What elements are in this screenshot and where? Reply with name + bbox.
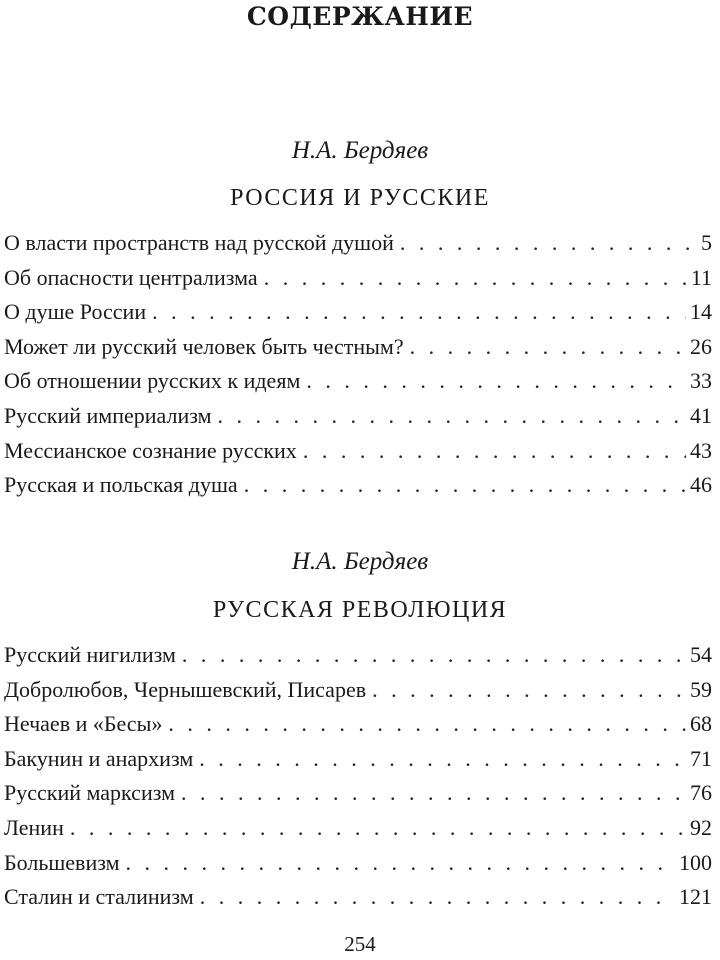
toc-entry-page: 26 <box>690 333 712 359</box>
toc-entry-page: 54 <box>690 642 712 667</box>
section-1-toc-list <box>4 230 712 507</box>
toc-entry-title: Нечаев и «Бесы» <box>4 711 163 737</box>
toc-leader-dots <box>264 265 687 291</box>
toc-entry-title: Мессианское сознание русских <box>4 437 297 463</box>
toc-entry-page: 11 <box>690 264 712 290</box>
page-number: 254 <box>344 932 376 956</box>
toc-entry-page: 92 <box>690 814 712 840</box>
toc-entry-title: Может ли русский человек быть честным? <box>4 333 404 359</box>
toc-entry[interactable] <box>4 403 712 438</box>
section-2-title: РУССКАЯ РЕВОЛЮЦИЯ <box>212 597 508 623</box>
toc-entry-page: 43 <box>690 437 712 463</box>
toc-entry-title: О душе России <box>4 299 147 325</box>
toc-entry[interactable] <box>4 299 712 334</box>
toc-entry-title: Об отношении русских к идеям <box>4 368 301 394</box>
toc-entry[interactable] <box>4 642 712 677</box>
toc-entry[interactable] <box>4 850 712 885</box>
toc-entry[interactable] <box>4 815 712 850</box>
toc-entry[interactable] <box>4 438 712 473</box>
toc-entry-title: Русский марксизм <box>4 780 176 806</box>
toc-entry-page: 68 <box>690 711 712 737</box>
toc-entry-page: 5 <box>701 230 712 255</box>
toc-entry[interactable] <box>4 472 712 507</box>
section-1-author: Н.А. Бердяев <box>291 137 429 164</box>
toc-entry[interactable] <box>4 368 712 403</box>
toc-entry-title: Большевизм <box>4 849 120 875</box>
toc-leader-dots <box>306 368 686 394</box>
section-2-author: Н.А. Бердяев <box>291 548 429 575</box>
toc-entry-title: Русская и польская душа <box>4 472 238 498</box>
toc-entry-page: 41 <box>690 402 712 428</box>
toc-entry[interactable] <box>4 711 712 746</box>
toc-entry-title: Русский нигилизм <box>4 642 176 667</box>
toc-entry-page: 59 <box>690 676 712 702</box>
section-2-toc-list <box>4 642 712 919</box>
toc-entry[interactable] <box>4 884 712 919</box>
toc-entry[interactable] <box>4 334 712 369</box>
toc-entry-title: Добролюбов, Чернышевский, Писарев <box>4 676 367 702</box>
toc-entry-page: 121 <box>679 884 712 910</box>
toc-entry[interactable] <box>4 265 712 300</box>
toc-leader-dots <box>168 711 686 737</box>
toc-leader-dots <box>400 230 697 256</box>
toc-entry-page: 33 <box>690 368 712 394</box>
toc-leader-dots <box>181 780 686 806</box>
toc-entry-page: 100 <box>679 849 712 875</box>
toc-leader-dots <box>70 815 686 841</box>
toc-entry-page: 76 <box>690 780 712 806</box>
section-1-title: РОССИЯ И РУССКИЕ <box>230 185 490 211</box>
toc-leader-dots <box>182 642 686 668</box>
toc-leader-dots <box>152 299 686 325</box>
toc-leader-dots <box>410 334 686 360</box>
toc-entry-title: Сталин и сталинизм <box>4 884 194 910</box>
toc-leader-dots <box>303 438 686 464</box>
toc-leader-dots <box>372 677 686 703</box>
toc-entry-title: Бакунин и анархизм <box>4 745 194 771</box>
toc-entry-page: 71 <box>690 745 712 771</box>
toc-entry-title: Ленин <box>4 814 64 840</box>
contents-heading: СОДЕРЖАНИЕ <box>246 2 474 31</box>
toc-entry-page: 14 <box>690 299 712 325</box>
toc-leader-dots <box>244 472 686 498</box>
toc-entry-page: 46 <box>690 472 712 498</box>
toc-entry[interactable] <box>4 677 712 712</box>
toc-entry-title: Об опасности централизма <box>4 264 258 290</box>
toc-entry-title: О власти пространств над русской душой <box>4 230 394 255</box>
toc-entry[interactable] <box>4 746 712 781</box>
toc-leader-dots <box>126 850 675 876</box>
toc-entry-title: Русский империализм <box>4 402 212 428</box>
toc-leader-dots <box>218 403 686 429</box>
toc-leader-dots <box>200 884 675 910</box>
toc-entry[interactable] <box>4 780 712 815</box>
toc-entry[interactable] <box>4 230 712 265</box>
toc-leader-dots <box>199 746 686 772</box>
